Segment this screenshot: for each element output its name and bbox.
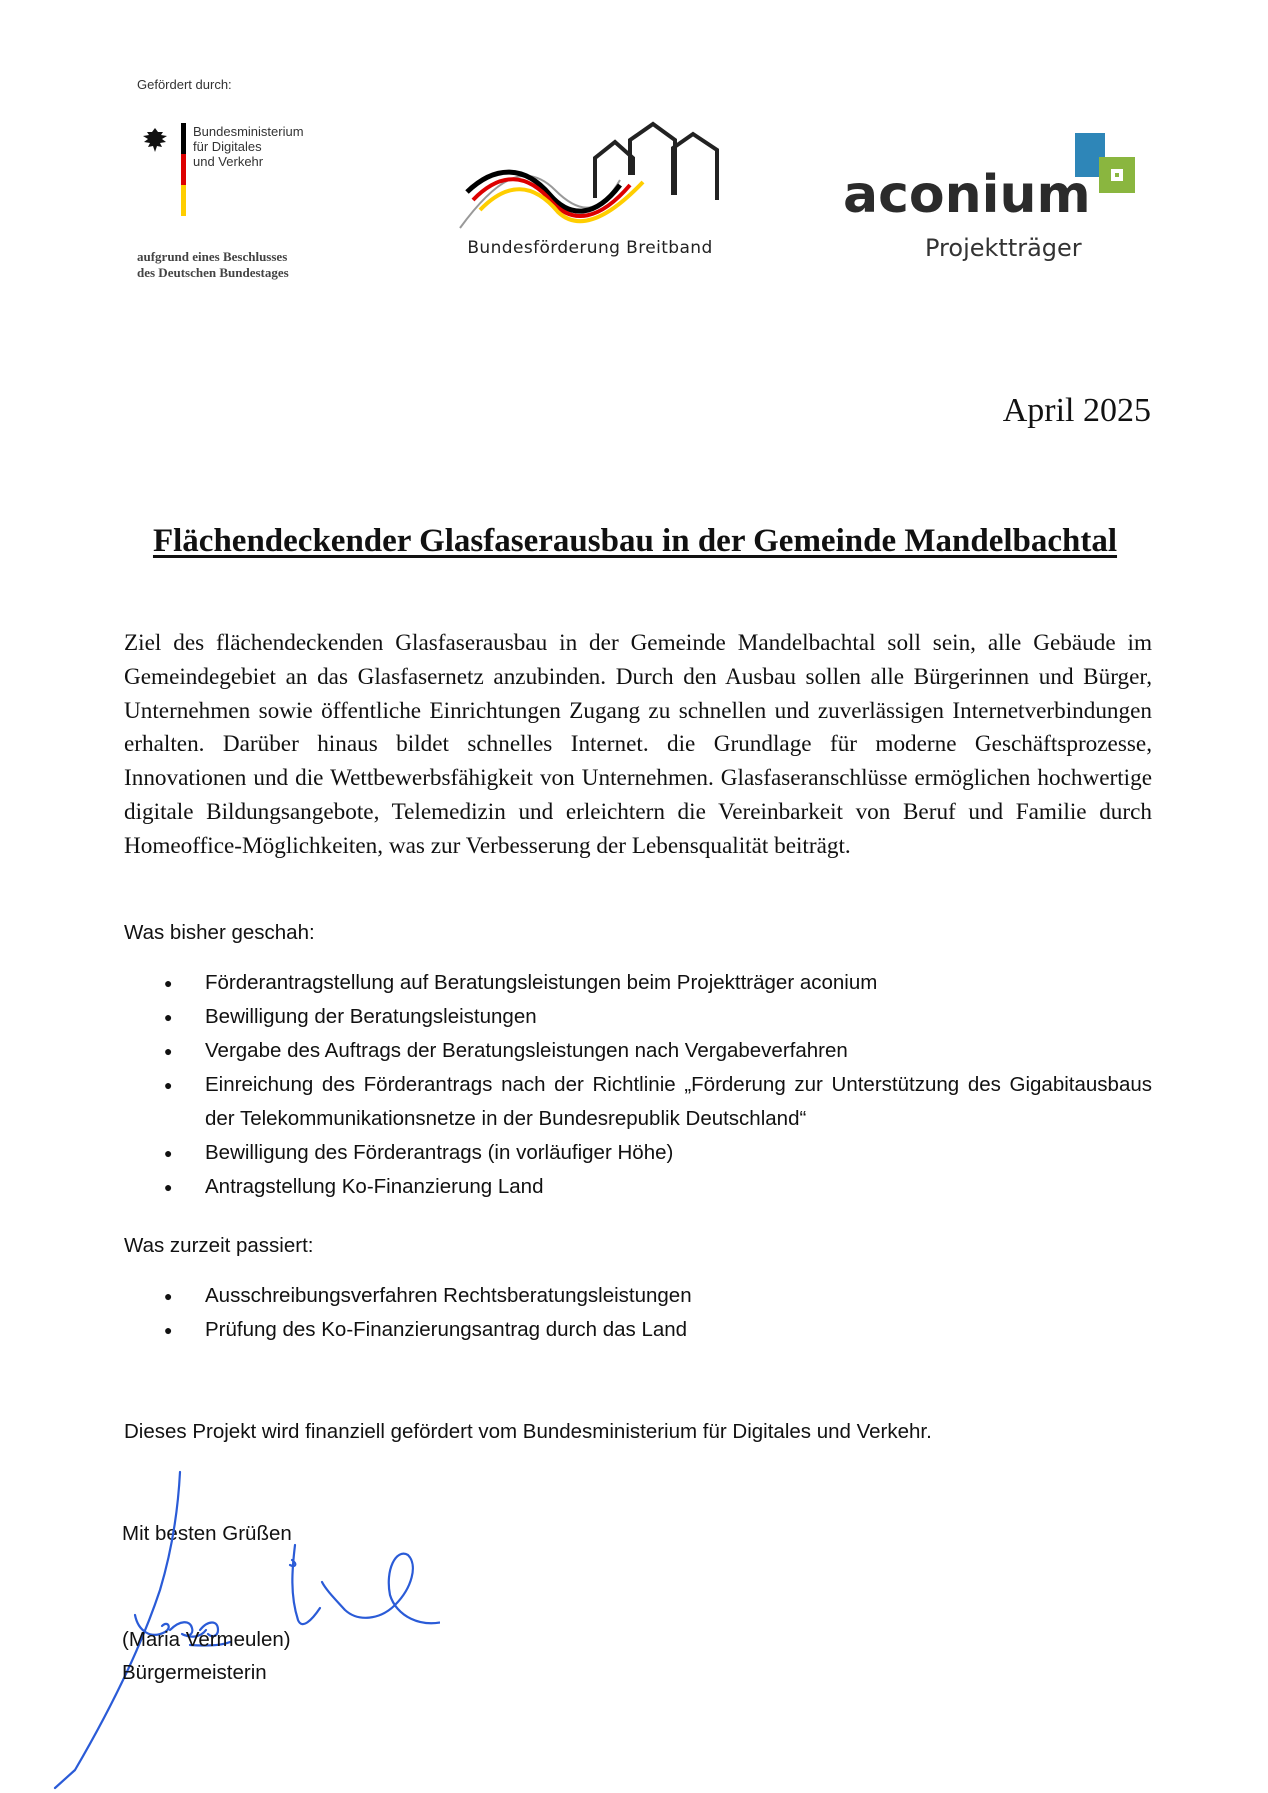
- past-list: [124, 966, 1152, 1204]
- page-title: Flächendeckender Glasfaserausbau in der Gemeinde Mandelbachtal: [152, 523, 1118, 559]
- list-item: ● Ausschreibungsverfahren Rechtsberatungsleistungen: [124, 1279, 1152, 1313]
- signer-block: [122, 1623, 291, 1689]
- intro-paragraph: Ziel des flächendeckenden Glasfaserausbau in der Gemeinde Mandelbachtal soll sein, alle Gebäude im Gemeindegebiet an das Glasfasernetz anzubinden. Durch den Ausbau sollen alle Bürgerinnen und Bürger, Unternehmen sowie öffentliche Einrichtungen Zugang zu schnellen und zuverlässigen Internetverbindungen erhalten. Darüber hinaus bildet schnelles Internet. die Grundlage für moderne Geschäftsprozesse, Innovationen und die Wettbewerbsfähigkeit von Unternehmen. Glasfaseranschlüsse ermöglichen hochwertige digitale Bildungsangebote, Telemedizin und erleichtern die Vereinbarkeit von Beruf und Familie durch Homeoffice-Möglichkeiten, was zur Verbesserung der Lebensqualität beiträgt.: [124, 630, 1152, 859]
- current-section-label: Was zurzeit passiert:: [124, 1234, 314, 1257]
- aconium-wordmark: aconium: [843, 165, 1091, 225]
- signer-role: Bürgermeisterin: [122, 1661, 267, 1684]
- breitband-label: Bundesförderung Breitband: [467, 238, 713, 258]
- bmdv-logo: [137, 118, 337, 218]
- list-item: ● Vergabe des Auftrags der Beratungsleistungen nach Vergabeverfahren: [124, 1034, 1152, 1068]
- signer-name: (Maria Vermeulen): [122, 1628, 291, 1651]
- aconium-subtitle: Projektträger: [925, 234, 1082, 262]
- past-section-label: Was bisher geschah:: [124, 921, 315, 944]
- funded-by-label: Gefördert durch:: [137, 77, 232, 92]
- list-item: ● Einreichung des Förderantrags nach der Richtlinie „Förderung zur Unterstützung des Gigabitausbaus der Telekommunikationsnetze in der Bundesrepublik Deutschland“: [124, 1068, 1152, 1136]
- federal-eagle-icon: [137, 124, 173, 160]
- resolution-note: aufgrund eines Beschlusses des Deutschen Bundestages: [137, 249, 289, 280]
- list-item: ● Bewilligung des Förderantrags (in vorläufiger Höhe): [124, 1136, 1152, 1170]
- closing-greeting: Mit besten Grüßen: [122, 1522, 292, 1545]
- german-flag-stripe: [181, 123, 186, 216]
- list-item: ● Förderantragstellung auf Beratungsleistungen beim Projektträger aconium: [124, 966, 1152, 1000]
- list-item: ● Antragstellung Ko-Finanzierung Land: [124, 1170, 1152, 1204]
- breitband-logo: [455, 120, 725, 230]
- list-item: ● Bewilligung der Beratungsleistungen: [124, 1000, 1152, 1034]
- ministry-name: Bundesministerium für Digitales und Verkehr: [193, 124, 304, 169]
- letter-date: April 2025: [1002, 392, 1151, 429]
- list-item: ● Prüfung des Ko-Finanzierungsantrag durch das Land: [124, 1313, 1152, 1347]
- funding-note: Dieses Projekt wird finanziell gefördert vom Bundesministerium für Digitales und Verkehr.: [124, 1420, 932, 1443]
- current-list: [124, 1279, 1152, 1347]
